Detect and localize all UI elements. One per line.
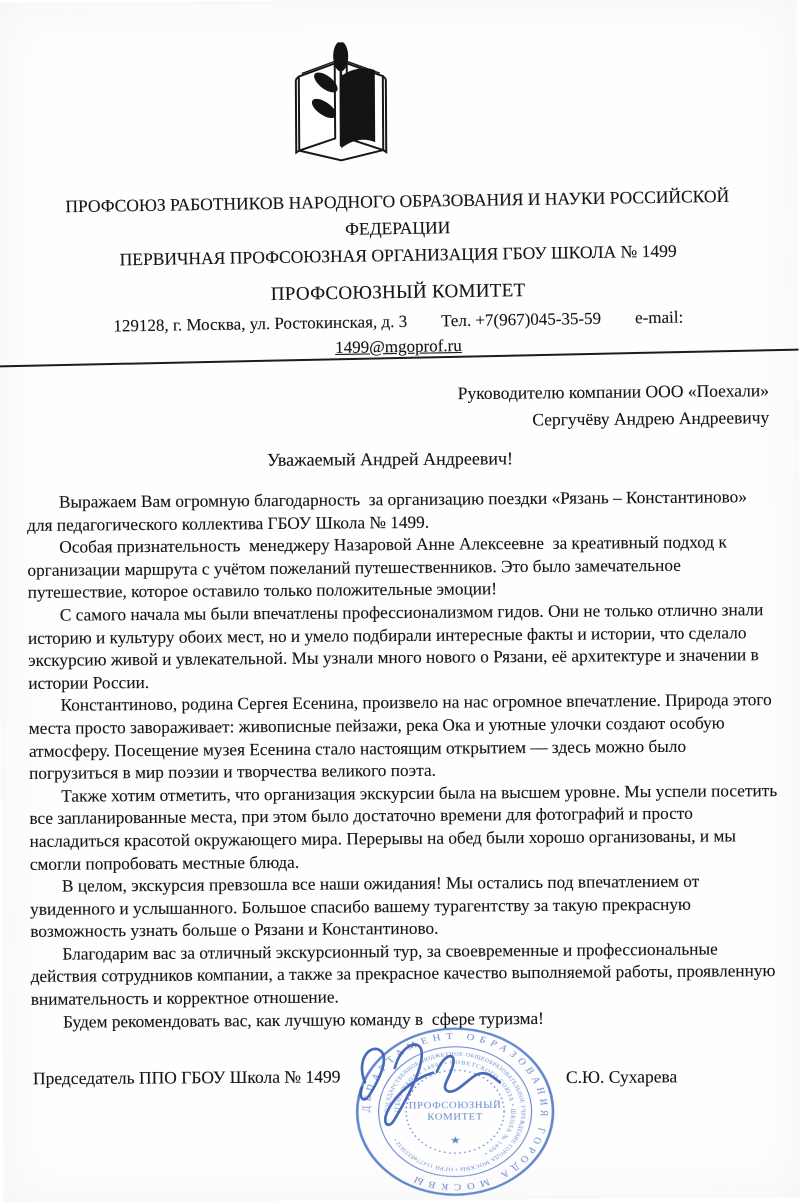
handwritten-signature-icon: [349, 1031, 510, 1136]
stamp-center-line1: ПРОФСОЮЗНЫЙ: [408, 1100, 502, 1112]
org-address: 129128, г. Москва, ул. Ростокинская, д. 3: [113, 311, 408, 336]
recipient-line1: Руководителю компании ООО «Поехали»: [457, 380, 769, 404]
signer-name: С.Ю. Сухарева: [565, 1066, 678, 1087]
union-book-leaves-icon: [291, 42, 392, 163]
body-paragraph: Также хотим отметить, что организация экскурсии была на высшем уровне. Мы успели посетить все запланированные места, при этом было достаточно времени для фотографий и просто насладиться красотой окружающего мира. Перерывы на обед были хорошо организованы, и мы смогли попробовать местные блюда.: [29, 780, 782, 874]
org-phone: Тел. +7(967)045-35-59: [440, 308, 602, 331]
body-paragraph: Выражаем Вам огромную благодарность за организацию поездки «Рязань – Константиново» для педагогического коллектива ГБОУ Школа № 1499.: [27, 487, 752, 535]
stamp-middle-ring-text: ГОСУДАРСТВЕННОЕ БЮДЖЕТНОЕ ОБЩЕОБРАЗОВАТЕЛЬНОЕ УЧРЕЖДЕНИЕ ГОРОДА МОСКВЫ • ОГРН 1147748335632 •: [384, 1051, 526, 1172]
stamp-inner-ring-text: (ГБОУ ШКОЛА 1499) • СОВЕТСКОГО СОЮЗА • ШКОЛА № 1499 •: [394, 1060, 516, 1157]
body-paragraph: Особая признательность менеджеру Назаровой Анне Алексеевне за креативный подход к организации маршрута с учётом пожеланий путешественников. Это было замечательное путешествие, которое оставило только положительные эмоции!: [27, 532, 732, 603]
email-address: 1499@mgoprof.ru: [334, 336, 462, 357]
body-paragraph: Будем рекомендовать вас, как лучшую команду в сфере туризма!: [62, 1008, 544, 1032]
committee-title: ПРОФСОЮЗНЫЙ КОМИТЕТ: [270, 280, 526, 306]
salutation: Уважаемый Андрей Андреевич!: [267, 448, 514, 470]
org-name-line1: ПРОФСОЮЗ РАБОТНИКОВ НАРОДНОГО ОБРАЗОВАНИЯ И НАУКИ РОССИЙСКОЙ ФЕДЕРАЦИИ: [65, 185, 730, 239]
stamp-star-icon: ★: [449, 1135, 461, 1147]
recipient-line2: Сергучёву Андрею Андреевичу: [531, 407, 770, 430]
body-paragraph: Благодарим вас за отличный экскурсионный тур, за своевременные и профессиональные действия сотрудников компании, а также за прекрасное качество выполняемой работы, проявленную внимательность и корректное отношение.: [30, 939, 780, 1009]
stamp-outer-ring-text: ДЕПАРТАМЕНТ ОБРАЗОВАНИЯ ГОРОДА МОСКВЫ: [360, 1031, 550, 1192]
email-label: e-mail:: [634, 307, 684, 328]
body-paragraph: С самого начала мы были впечатлены профессионализмом гидов. Они не только отлично знали историю и культуру обоих мест, но и умело подбирали интересные факты и истории, что сделало экскурсию живой и увлекательной. Мы узнали много нового о Рязани, её архитектуре и значении в истории России.: [27, 600, 768, 693]
body-paragraph: В целом, экскурсия превзошла все наши ожидания! Мы остались под впечатлением от увиденного и услышанного. Большое спасибо вашему турагентству за такую прекрасную возможность узнать больше о Рязани и Константиново.: [30, 871, 704, 942]
stamp-center-line2: КОМИТЕТ: [427, 1111, 484, 1123]
body-paragraph: Константиново, родина Сергея Есенина, произвело на нас огромное впечатление. Природа этого места просто завораживает: живописные пейзажи, река Ока и уютные улочки создают особую атмосферу. Посещение музея Есенина стало настоящим открытием — здесь можно было погрузиться в мир поэзии и творчества великого поэта.: [28, 690, 777, 784]
signer-position: Председатель ППО ГБОУ Школа № 1499: [32, 1066, 341, 1089]
org-name-line2: ПЕРВИЧНАЯ ПРОФСОЮЗНАЯ ОРГАНИЗАЦИЯ ГБОУ ШКОЛА № 1499: [119, 240, 677, 270]
letter-body: [27, 486, 782, 1034]
